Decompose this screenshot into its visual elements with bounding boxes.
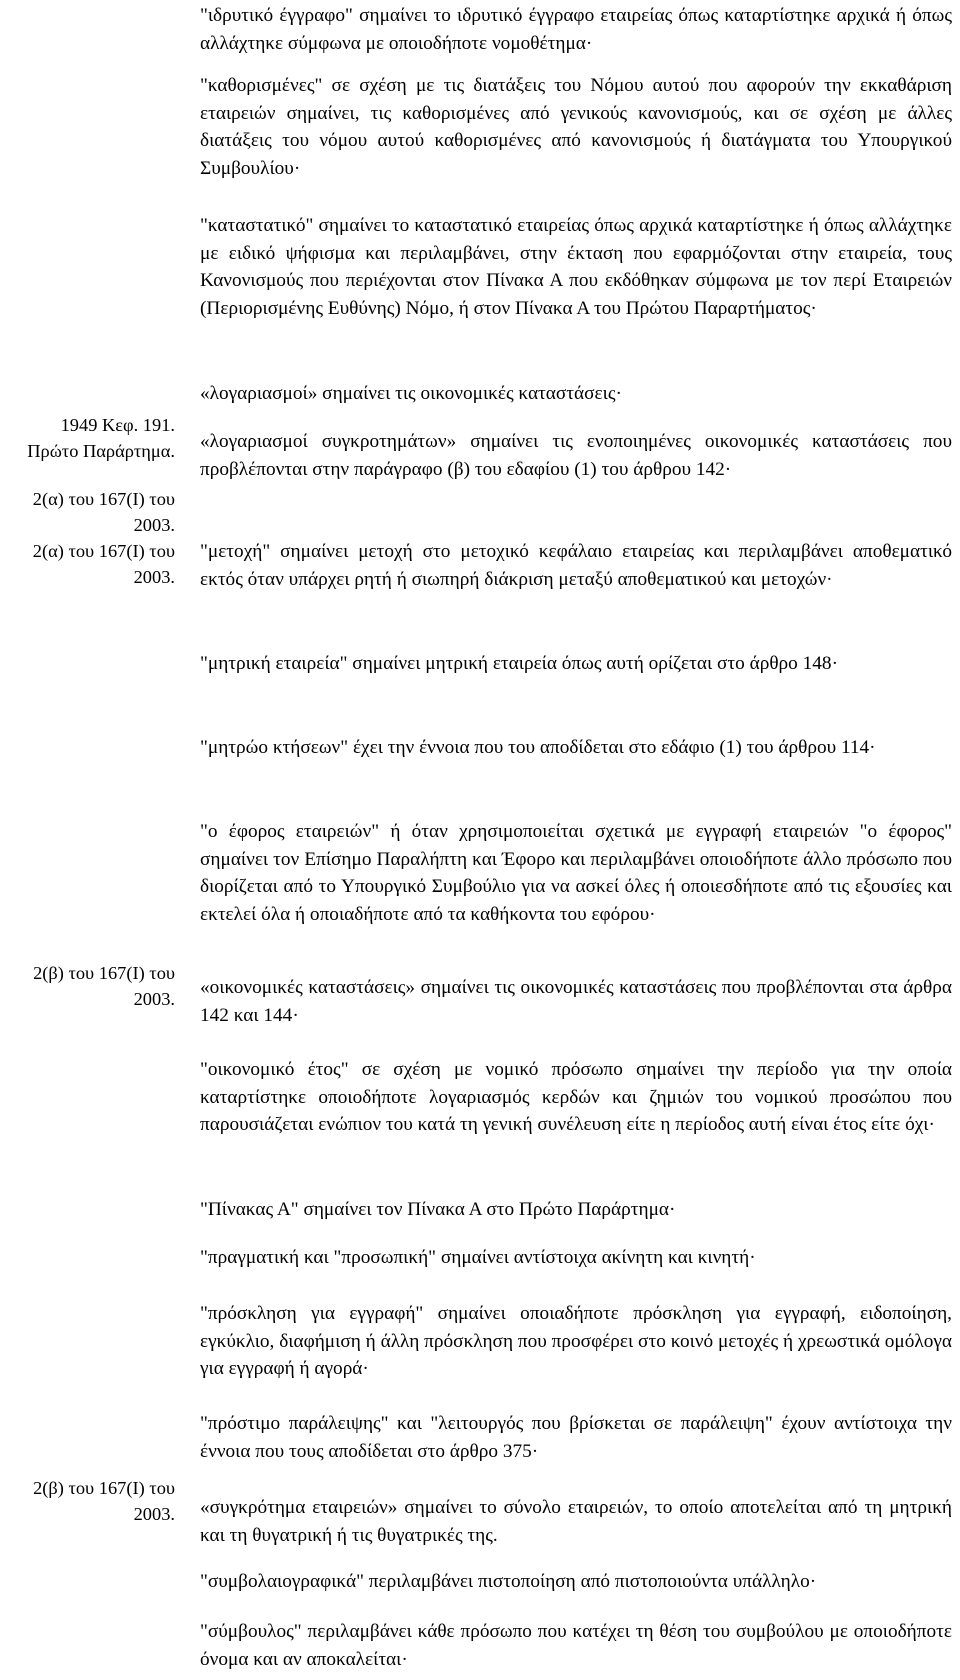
definition-paragraph: "μετοχή" σημαίνει μετοχή στο μετοχικό κεφάλαιο εταιρείας και περιλαμβάνει αποθεματικό εκτός όταν υπάρχει ρητή ή σιωπηρή διάκριση μεταξύ αποθεματικού και μετοχών· xyxy=(200,541,952,590)
margin-note xyxy=(0,412,175,464)
definition-paragraph: "Πίνακας Α" σημαίνει τον Πίνακα Α στο Πρώτο Παράρτημα· xyxy=(200,1199,676,1220)
margin-note-line: 2003. xyxy=(133,1504,175,1524)
definition-paragraph: "μητρική εταιρεία" σημαίνει μητρική εταιρεία όπως αυτή ορίζεται στο άρθρο 148· xyxy=(200,653,838,674)
definition-paragraph: "καταστατικό" σημαίνει το καταστατικό εταιρείας όπως αρχικά καταρτίστηκε ή όπως αλλάχτηκε με ειδικό ψήφισμα και περιλαμβάνει, στην έκταση που εφαρμόζονται στην εταιρεία, τους Κανονισμούς που περιέχονται στον Πίνακα Α που εκδόθηκαν σύμφωνα με τον περί Εταιρειών (Περιορισμένης Ευθύνης) Νόμο, ή στον Πίνακα Α του Πρώτου Παραρτήματος· xyxy=(200,215,952,319)
margin-note xyxy=(0,960,175,1012)
definition-paragraph: "συμβολαιογραφικά" περιλαμβάνει πιστοποίηση από πιστοποιούντα υπάλληλο· xyxy=(200,1571,817,1592)
definition-paragraph: "πραγματική και "προσωπική" σημαίνει αντίστοιχα ακίνητη και κινητή· xyxy=(200,1247,756,1268)
margin-note-line: 2003. xyxy=(133,567,175,587)
margin-note-line: Πρώτο Παράρτημα. xyxy=(27,441,175,461)
definition-paragraph: "καθορισμένες" σε σχέση με τις διατάξεις του Νόμου αυτού που αφορούν την εκκαθάριση εταιρειών σημαίνει, τις καθορισμένες από γενικούς κανονισμούς, και σε σχέση με άλλες διατάξεις του νόμου αυτού καθορισμένες από κανονισμούς ή διατάγματα του Υπουργικού Συμβουλίου· xyxy=(200,75,952,179)
margin-note-line: 2(β) του 167(Ι) του xyxy=(33,1478,175,1498)
definition-paragraph: "οικονομικό έτος" σε σχέση με νομικό πρόσωπο σημαίνει την περίοδο για την οποία καταρτίστηκε οποιοδήποτε λογαριασμός κερδών και ζημιών του νομικού προσώπου που παρουσιάζεται ενώπιον του κατά τη γενική συνέλευση είτε η περίοδος αυτή είναι έτος είτε όχι· xyxy=(200,1059,952,1135)
margin-note-line: 2(α) του 167(Ι) του xyxy=(32,541,175,561)
margin-note-line: 2(β) του 167(Ι) του xyxy=(33,963,175,983)
definition-paragraph: «οικονομικές καταστάσεις» σημαίνει τις οικονομικές καταστάσεις που προβλέπονται στα άρθρα 142 και 144· xyxy=(200,977,952,1026)
margin-note-line: 2003. xyxy=(133,515,175,535)
margin-note-line: 1949 Κεφ. 191. xyxy=(60,415,175,435)
margin-note-line: 2003. xyxy=(133,989,175,1009)
definition-paragraph: "σύμβουλος" περιλαμβάνει κάθε πρόσωπο που κατέχει τη θέση του συμβούλου με οποιοδήποτε όνομα και αν αποκαλείται· xyxy=(200,1621,952,1670)
definition-paragraph: «συγκρότημα εταιρειών» σημαίνει το σύνολο εταιρειών, το οποίο αποτελείται από τη μητρική και τη θυγατρική ή τις θυγατρικές της. xyxy=(200,1497,952,1546)
definition-paragraph: «λογαριασμοί» σημαίνει τις οικονομικές καταστάσεις· xyxy=(200,383,622,404)
margin-note xyxy=(0,1475,175,1527)
margin-note-line: 2(α) του 167(Ι) του xyxy=(32,489,175,509)
definition-paragraph: "πρόσκληση για εγγραφή" σημαίνει οποιαδήποτε πρόσκληση για εγγραφή, ειδοποίηση, εγκύκλιο, διαφήμιση ή άλλη πρόσκληση που προσφέρει στο κοινό μετοχές ή χρεωστικά ομόλογα για εγγραφή ή αγορά· xyxy=(200,1303,952,1379)
definition-paragraph: «λογαριασμοί συγκροτημάτων» σημαίνει τις ενοποιημένες οικονομικές καταστάσεις που προβλέπονται στην παράγραφο (β) του εδαφίου (1) του άρθρου 142· xyxy=(200,431,952,480)
definition-paragraph: "ο έφορος εταιρειών" ή όταν χρησιμοποιείται σχετικά με εγγραφή εταιρειών "ο έφορος" σημαίνει τον Επίσημο Παραλήπτη και Έφορο και περιλαμβάνει οποιοδήποτε άλλο πρόσωπο που διορίζεται από το Υπουργικό Συμβούλιο για να ασκεί όλες ή οποιεσδήποτε από τις εξουσίες και εκτελεί όλα ή οποιαδήποτε από τα καθήκοντα του εφόρου· xyxy=(200,821,952,925)
definition-paragraph: "πρόστιμο παράλειψης" και "λειτουργός που βρίσκεται σε παράλειψη" έχουν αντίστοιχα την έννοια που τους αποδίδεται στο άρθρο 375· xyxy=(200,1413,952,1462)
definition-paragraph: "ιδρυτικό έγγραφο" σημαίνει το ιδρυτικό έγγραφο εταιρείας όπως καταρτίστηκε αρχικά ή όπως αλλάχτηκε σύμφωνα με οποιοδήποτε νομοθέτημα· xyxy=(200,5,952,54)
definition-paragraph: "μητρώο κτήσεων" έχει την έννοια που του αποδίδεται στο εδάφιο (1) του άρθρου 114· xyxy=(200,737,876,758)
margin-note xyxy=(0,486,175,590)
